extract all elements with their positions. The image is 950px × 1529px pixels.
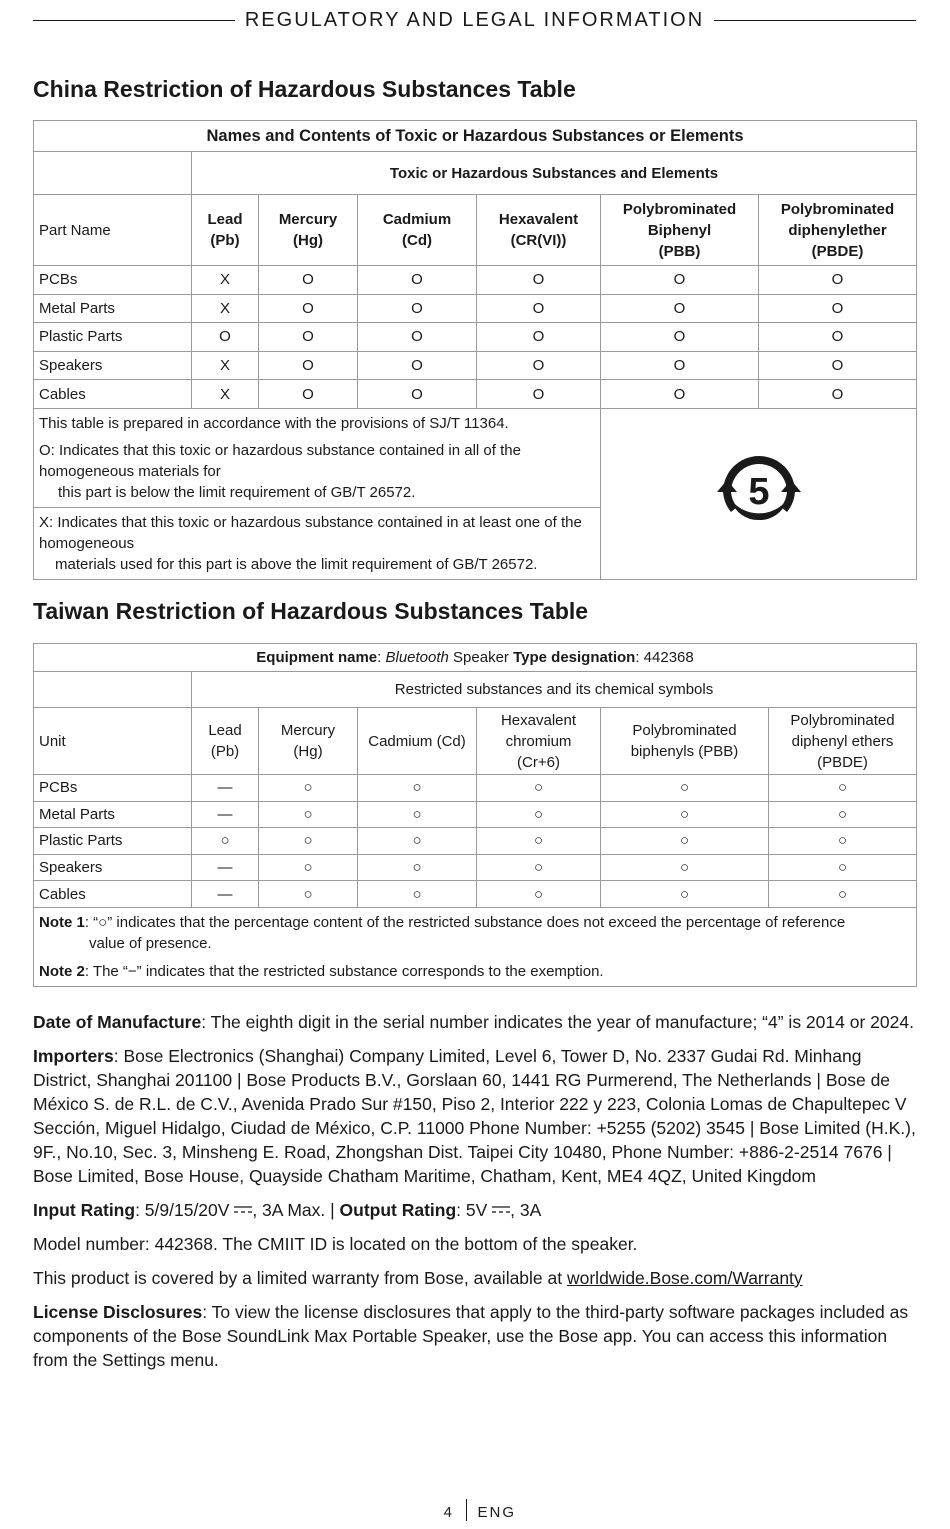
china-column-header-line: Cadmium <box>382 211 452 228</box>
china-part-name: Cables <box>34 380 192 409</box>
china-substance-mark: O <box>759 380 917 409</box>
taiwan-substance-mark: ○ <box>477 775 601 802</box>
importers-label: Importers <box>33 1046 114 1066</box>
china-substance-mark: O <box>259 380 358 409</box>
taiwan-unit-header: Unit <box>34 708 192 775</box>
china-column-header <box>192 195 259 266</box>
taiwan-part-name: Metal Parts <box>34 801 192 828</box>
taiwan-substance-mark: ○ <box>358 854 477 881</box>
china-substance-mark: X <box>192 294 259 323</box>
china-substance-mark: O <box>358 266 477 295</box>
note2-label: Note 2 <box>39 962 85 980</box>
taiwan-column-header-line: Hexavalent <box>500 711 577 729</box>
china-substance-mark: O <box>477 294 601 323</box>
china-note-o-line2: this part is below the limit requirement of GB/T 26572. <box>58 483 416 501</box>
china-substance-mark: O <box>358 351 477 380</box>
china-column-header-line: (CR(VI)) <box>510 232 567 249</box>
importers-text: : Bose Electronics (Shanghai) Company Limited, Level 6, Tower D, No. 2337 Gudai Rd. Minhang District, Shanghai 201100 | Bose Products B.V., Gorslaan 60, 1441 RG Purmerend, The Netherlands | Bose de México S. de R.L. de C.V., Avenida Prado Sur #150, Piso 2, Interior 222 y 223, Colonia Lomas de Chapultepec V Sección, Miguel Hidalgo, Ciudad de México, C.P. 11000 Phone Number: +5255 (5202) 3545 | Bose Limited (H.K.), 9F., No.10, Sec. 3, Minsheng E. Road, Zhongshan Dist. Taipei City 10480, Phone Number: +886-2-2514 7676 | Bose Limited, Bose House, Quayside Chatham Maritime, Chatham, Kent, ME4 4QZ, United Kingdom <box>33 1046 916 1186</box>
taiwan-column-header <box>259 708 358 775</box>
header-rule-right <box>714 20 916 21</box>
taiwan-substance-mark: ○ <box>601 828 769 855</box>
china-note-x-line1: X: Indicates that this toxic or hazardous substance contained in at least one of the homogeneous <box>39 513 582 552</box>
dc-current-icon <box>234 1204 252 1214</box>
taiwan-column-header-line: (Hg) <box>293 743 323 760</box>
china-rohs-table <box>33 120 917 580</box>
warranty-text: This product is covered by a limited warranty from Bose, available at <box>33 1268 567 1288</box>
table-row <box>34 351 917 380</box>
china-substance-mark: O <box>358 323 477 352</box>
taiwan-rohs-table <box>33 643 917 987</box>
taiwan-substance-mark: ○ <box>601 801 769 828</box>
taiwan-substance-mark: ○ <box>358 775 477 802</box>
china-table-title: Names and Contents of Toxic or Hazardous Substances or Elements <box>34 121 917 152</box>
table-row <box>34 881 917 908</box>
equipment-name-italic: Bluetooth <box>385 649 449 666</box>
taiwan-column-header-line: Lead <box>208 722 242 739</box>
taiwan-substance-mark: ○ <box>259 881 358 908</box>
taiwan-column-header-line: (PBDE) <box>817 753 868 771</box>
ratings <box>33 1198 916 1222</box>
table-row <box>34 828 917 855</box>
china-substance-mark: O <box>477 266 601 295</box>
taiwan-column-header-line: (Cr+6) <box>517 753 560 771</box>
china-note-x-line2: materials used for this part is above the limit requirement of GB/T 26572. <box>55 555 538 573</box>
taiwan-substance-mark: ○ <box>259 854 358 881</box>
taiwan-substance-mark: — <box>192 801 259 828</box>
equipment-name-rest: Speaker <box>448 649 514 666</box>
page-footer <box>0 1502 950 1524</box>
china-part-name: Speakers <box>34 351 192 380</box>
china-substance-mark: O <box>259 294 358 323</box>
taiwan-column-header <box>358 708 477 775</box>
china-column-header-line: Biphenyl <box>647 221 712 239</box>
note2-text: : The “−” indicates that the restricted substance corresponds to the exemption. <box>84 962 604 980</box>
header-rule-left <box>33 20 235 21</box>
taiwan-column-header-line: Cadmium (Cd) <box>368 732 466 750</box>
taiwan-substance-mark: ○ <box>769 801 917 828</box>
date-of-manufacture <box>33 1010 916 1034</box>
china-part-name-header: Part Name <box>34 195 192 266</box>
china-column-header <box>358 195 477 266</box>
china-column-header <box>259 195 358 266</box>
china-substance-mark: O <box>759 294 917 323</box>
taiwan-heading: Taiwan Restriction of Hazardous Substances Table <box>33 598 589 624</box>
taiwan-substance-mark: ○ <box>358 828 477 855</box>
taiwan-substance-mark: — <box>192 881 259 908</box>
taiwan-column-header-line: Polybrominated <box>790 711 895 729</box>
taiwan-substance-mark: — <box>192 775 259 802</box>
china-substance-mark: O <box>759 323 917 352</box>
china-part-name: Plastic Parts <box>34 323 192 352</box>
taiwan-column-header <box>769 708 917 775</box>
type-designation-label: Type designation <box>513 649 636 666</box>
china-substance-mark: O <box>358 294 477 323</box>
taiwan-substance-mark: ○ <box>601 881 769 908</box>
china-substance-mark: O <box>477 323 601 352</box>
taiwan-part-name: PCBs <box>34 775 192 802</box>
taiwan-substance-mark: ○ <box>601 775 769 802</box>
note1-line2: value of presence. <box>89 935 212 953</box>
china-column-header-line: Hexavalent <box>498 211 579 228</box>
taiwan-column-header-line: Polybrominated <box>632 722 737 739</box>
china-heading: China Restriction of Hazardous Substances Table <box>33 76 576 102</box>
taiwan-substance-mark: ○ <box>259 775 358 802</box>
taiwan-empty-cell <box>34 672 192 708</box>
china-substance-mark: O <box>759 351 917 380</box>
license-label: License Disclosures <box>33 1302 203 1322</box>
china-part-name: PCBs <box>34 266 192 295</box>
taiwan-column-header-line: Mercury <box>280 722 336 739</box>
china-column-header-line: Mercury <box>278 211 338 228</box>
date-label: Date of Manufacture <box>33 1012 202 1032</box>
taiwan-column-header <box>192 708 259 775</box>
input-rating-voltage: : 5/9/15/20V <box>135 1200 235 1220</box>
output-rating-label: Output Rating <box>339 1200 457 1220</box>
china-substance-mark: O <box>601 351 759 380</box>
china-column-header <box>601 195 759 266</box>
china-column-header-line: (PBB) <box>658 242 701 260</box>
taiwan-substance-mark: ○ <box>358 881 477 908</box>
china-column-header-line: (PBDE) <box>811 242 864 260</box>
header-title: REGULATORY AND LEGAL INFORMATION <box>244 8 705 31</box>
table-row <box>34 775 917 802</box>
taiwan-part-name: Cables <box>34 881 192 908</box>
taiwan-subheader: Restricted substances and its chemical symbols <box>192 672 917 708</box>
taiwan-substance-mark: ○ <box>259 801 358 828</box>
taiwan-column-header <box>601 708 769 775</box>
input-rating-current: , 3A Max. | <box>252 1200 340 1220</box>
china-empty-cell <box>34 152 192 195</box>
china-column-header <box>759 195 917 266</box>
china-substance-mark: O <box>477 380 601 409</box>
importers <box>33 1044 916 1188</box>
taiwan-substance-mark: ○ <box>769 854 917 881</box>
table-row <box>34 854 917 881</box>
taiwan-substance-mark: ○ <box>259 828 358 855</box>
china-substance-mark: O <box>601 323 759 352</box>
china-column-header-line: (Pb) <box>210 232 240 249</box>
china-substance-mark: O <box>259 266 358 295</box>
taiwan-part-name: Plastic Parts <box>34 828 192 855</box>
dc-current-icon <box>492 1204 510 1214</box>
china-column-header-line: Polybrominated <box>780 200 895 218</box>
china-subheader: Toxic or Hazardous Substances and Elements <box>192 152 917 195</box>
taiwan-substance-mark: ○ <box>192 828 259 855</box>
china-substance-mark: O <box>192 323 259 352</box>
china-note-x-cell <box>34 507 601 579</box>
taiwan-substance-mark: ○ <box>601 854 769 881</box>
legal-paragraphs <box>33 1010 916 1382</box>
footer-separator <box>466 1499 468 1521</box>
china-substance-mark: O <box>759 266 917 295</box>
taiwan-substance-mark: ○ <box>477 828 601 855</box>
china-column-header-line: diphenylether <box>788 221 887 239</box>
taiwan-notes-cell <box>34 907 917 987</box>
china-column-header-line: Polybrominated <box>622 200 737 218</box>
license-text: : To view the license disclosures that apply to the third-party software packages included as components of the Bose SoundLink Max Portable Speaker, use the Bose app. You can access this information from the Settings menu. <box>33 1302 909 1370</box>
type-designation-value: : 442368 <box>635 649 694 666</box>
table-row <box>34 294 917 323</box>
taiwan-substance-mark: ○ <box>358 801 477 828</box>
date-text: : The eighth digit in the serial number indicates the year of manufacture; “4” is 2014 or 2024. <box>201 1012 914 1032</box>
taiwan-substance-mark: ○ <box>769 881 917 908</box>
taiwan-equipment-row: Equipment name: Bluetooth Speaker Type designation: 442368 <box>34 644 917 672</box>
china-substance-mark: X <box>192 380 259 409</box>
output-rating-current: , 3A <box>510 1200 542 1220</box>
note1-line1: : “○” indicates that the percentage content of the restricted substance does not exceed the percentage of reference <box>84 913 846 931</box>
china-substance-mark: O <box>601 294 759 323</box>
license-disclosures <box>33 1300 916 1372</box>
china-substance-mark: X <box>192 351 259 380</box>
china-part-name: Metal Parts <box>34 294 192 323</box>
china-substance-mark: O <box>259 351 358 380</box>
table-row <box>34 801 917 828</box>
recycle-period-5-icon <box>717 452 801 532</box>
taiwan-column-header-line: chromium <box>505 732 572 750</box>
china-substance-mark: O <box>477 351 601 380</box>
warranty <box>33 1266 916 1290</box>
epup-number: 5 <box>747 470 770 513</box>
taiwan-column-header-line: biphenyls (PBB) <box>630 743 739 760</box>
taiwan-column-header-line: (Pb) <box>210 743 240 760</box>
taiwan-substance-mark: ○ <box>477 854 601 881</box>
taiwan-substance-mark: ○ <box>477 801 601 828</box>
model-number: Model number: 442368. The CMIIT ID is located on the bottom of the speaker. <box>33 1234 638 1254</box>
taiwan-substance-mark: ○ <box>769 775 917 802</box>
taiwan-substance-mark: ○ <box>769 828 917 855</box>
table-row <box>34 266 917 295</box>
taiwan-note-2 <box>39 961 911 983</box>
taiwan-part-name: Speakers <box>34 854 192 881</box>
page-header <box>33 6 916 34</box>
taiwan-column-header <box>477 708 601 775</box>
china-substance-mark: O <box>358 380 477 409</box>
taiwan-substance-mark: — <box>192 854 259 881</box>
taiwan-column-header-line: diphenyl ethers <box>791 732 894 750</box>
note1-label: Note 1 <box>39 913 85 931</box>
footer-language: ENG <box>477 1503 516 1521</box>
china-substance-mark: X <box>192 266 259 295</box>
input-rating-label: Input Rating <box>33 1200 136 1220</box>
table-row <box>34 323 917 352</box>
china-column-header-line: (Hg) <box>293 232 323 249</box>
table-row <box>34 380 917 409</box>
china-substance-mark: O <box>601 266 759 295</box>
china-note-prepared: This table is prepared in accordance with the provisions of SJ/T 11364. <box>39 414 509 432</box>
output-rating-voltage: : 5V <box>456 1200 493 1220</box>
china-note-o-line1: O: Indicates that this toxic or hazardous substance contained in all of the homogeneous materials for <box>39 441 521 480</box>
china-epup-cell <box>601 408 917 579</box>
page-number: 4 <box>443 1503 454 1521</box>
china-column-header-line: (Cd) <box>402 232 432 249</box>
taiwan-note-1 <box>39 912 911 934</box>
equipment-name-label: Equipment name <box>256 649 378 666</box>
taiwan-substance-mark: ○ <box>477 881 601 908</box>
china-substance-mark: O <box>601 380 759 409</box>
china-column-header <box>477 195 601 266</box>
china-note-o-cell <box>34 408 601 507</box>
china-column-header-line: Lead <box>207 211 243 228</box>
warranty-link[interactable]: worldwide.Bose.com/Warranty <box>566 1268 803 1288</box>
china-substance-mark: O <box>259 323 358 352</box>
